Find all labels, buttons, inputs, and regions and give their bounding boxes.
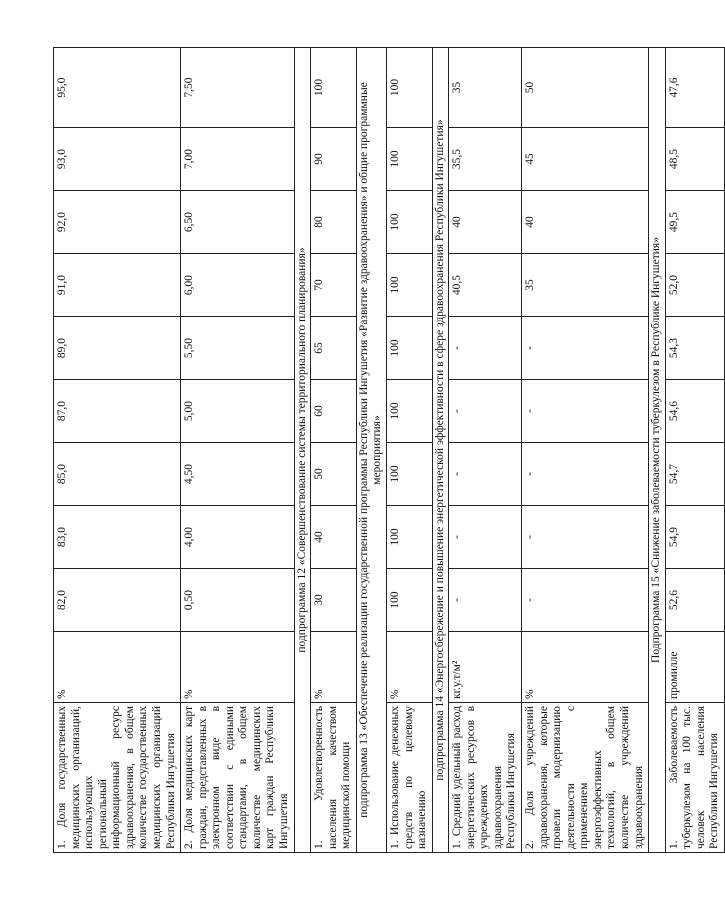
value-cell: 50	[522, 48, 649, 128]
value-cell: 65	[311, 317, 357, 380]
value-cell: 100	[386, 569, 432, 632]
value-cell: 100	[386, 317, 432, 380]
value-cell: 90	[311, 128, 357, 191]
indicator-name: 1. Заболеваемость туберкулезом на 100 тыс. человек населения Республики Ингушетия	[665, 703, 724, 853]
value-cell: 100	[386, 191, 432, 254]
value-cell: 35	[522, 254, 649, 317]
value-cell: 47,6	[665, 48, 724, 128]
value-cell: 91,0	[54, 254, 181, 317]
value-cell: 35,5	[449, 128, 522, 191]
value-cell: -	[522, 506, 649, 569]
value-cell: -	[522, 569, 649, 632]
value-cell: -	[522, 317, 649, 380]
value-cell: 50	[311, 443, 357, 506]
value-cell: 95,0	[54, 48, 181, 128]
subprogram-title: Подпрограмма 15 «Снижение заболеваемости туберкулезом в Республике Ингушетия»	[649, 48, 666, 853]
subprogram-header-row	[294, 48, 311, 853]
subprogram-title: подпрограмма 13 «Обеспечение реализации государственной программы Республики Ингушетия «Развитие здравоохранения» и общие программные мероприятия»	[356, 48, 386, 853]
value-cell: 45	[522, 128, 649, 191]
table-row	[386, 48, 432, 853]
value-cell: 40	[522, 191, 649, 254]
value-cell: 49,5	[665, 191, 724, 254]
indicator-name: 2. Доля медицинских карт граждан, представленных в электронном виде в соответствии с едиными стандартами, в общем количестве медицинских карт граждан Республики Ингушетия	[181, 703, 295, 853]
unit-cell: %	[54, 632, 181, 703]
value-cell: 0,50	[181, 569, 295, 632]
value-cell: 83,0	[54, 506, 181, 569]
value-cell: 87,0	[54, 380, 181, 443]
value-cell: 93,0	[54, 128, 181, 191]
value-cell: 100	[386, 506, 432, 569]
subprogram-header-row	[356, 48, 386, 853]
indicator-name: 1. Использование денежных средств по целевому назначению	[386, 703, 432, 853]
value-cell: 85,0	[54, 443, 181, 506]
value-cell: 100	[386, 48, 432, 128]
value-cell: 100	[386, 254, 432, 317]
unit-cell: %	[386, 632, 432, 703]
value-cell: 60	[311, 380, 357, 443]
value-cell: -	[449, 443, 522, 506]
unit-cell: промилле	[665, 632, 724, 703]
value-cell: 100	[386, 443, 432, 506]
value-cell: 7,00	[181, 128, 295, 191]
value-cell: 4,50	[181, 443, 295, 506]
rotated-page	[53, 48, 721, 853]
unit-cell: %	[311, 632, 357, 703]
value-cell: 100	[386, 380, 432, 443]
indicators-table	[53, 47, 725, 853]
value-cell: 92,0	[54, 191, 181, 254]
value-cell: -	[522, 380, 649, 443]
value-cell: 100	[311, 48, 357, 128]
indicator-name: 1. Средний удельный расход энергетических ресурсов в учреждениях здравоохранения Республики Ингушетия	[449, 703, 522, 853]
table-row	[54, 48, 181, 853]
subprogram-title: подпрограмма 12 «Совершенствование системы территориального планирования»	[294, 48, 311, 853]
value-cell: -	[449, 506, 522, 569]
table-row	[522, 48, 649, 853]
value-cell: 30	[311, 569, 357, 632]
value-cell: 52,6	[665, 569, 724, 632]
value-cell: 54,7	[665, 443, 724, 506]
value-cell: 54,6	[665, 380, 724, 443]
value-cell: 54,3	[665, 317, 724, 380]
value-cell: -	[449, 569, 522, 632]
indicator-name: 1. Доля государственных медицинских организаций, использующих региональный информационный ресурс здравоохранения, в общем количестве государственных медицинских организаций Республики Ингушетия	[54, 703, 181, 853]
value-cell: 7,50	[181, 48, 295, 128]
value-cell: 80	[311, 191, 357, 254]
unit-cell: %	[522, 632, 649, 703]
value-cell: -	[449, 317, 522, 380]
value-cell: 89,0	[54, 317, 181, 380]
table-row	[181, 48, 295, 853]
value-cell: 6,50	[181, 191, 295, 254]
value-cell: -	[449, 380, 522, 443]
value-cell: 40	[449, 191, 522, 254]
table-row	[665, 48, 724, 853]
value-cell: 70	[311, 254, 357, 317]
indicator-name: 2. Доля учреждений здравоохранения, которые провели модернизацию деятельности с применением энергоэффективных технологий, в общем количестве учреждений здравоохранения	[522, 703, 649, 853]
subprogram-title: подпрограмма 14 «Энергосбережение и повышение энергетической эффективности в сфере здравоохранения Республики Ингушетия»	[432, 48, 449, 853]
value-cell: -	[522, 443, 649, 506]
value-cell: 48,5	[665, 128, 724, 191]
value-cell: 5,50	[181, 317, 295, 380]
value-cell: 6,00	[181, 254, 295, 317]
subprogram-header-row	[432, 48, 449, 853]
indicator-name: 1. Удовлетворенность населения качеством медицинской помощи	[311, 703, 357, 853]
unit-cell: кг.у.т/м²	[449, 632, 522, 703]
value-cell: 82,0	[54, 569, 181, 632]
value-cell: 100	[386, 128, 432, 191]
value-cell: 40	[311, 506, 357, 569]
value-cell: 4,00	[181, 506, 295, 569]
unit-cell: %	[181, 632, 295, 703]
value-cell: 40,5	[449, 254, 522, 317]
table-row	[449, 48, 522, 853]
value-cell: 5,00	[181, 380, 295, 443]
value-cell: 54,9	[665, 506, 724, 569]
subprogram-header-row	[649, 48, 666, 853]
value-cell: 35	[449, 48, 522, 128]
value-cell: 52,0	[665, 254, 724, 317]
table-row	[311, 48, 357, 853]
